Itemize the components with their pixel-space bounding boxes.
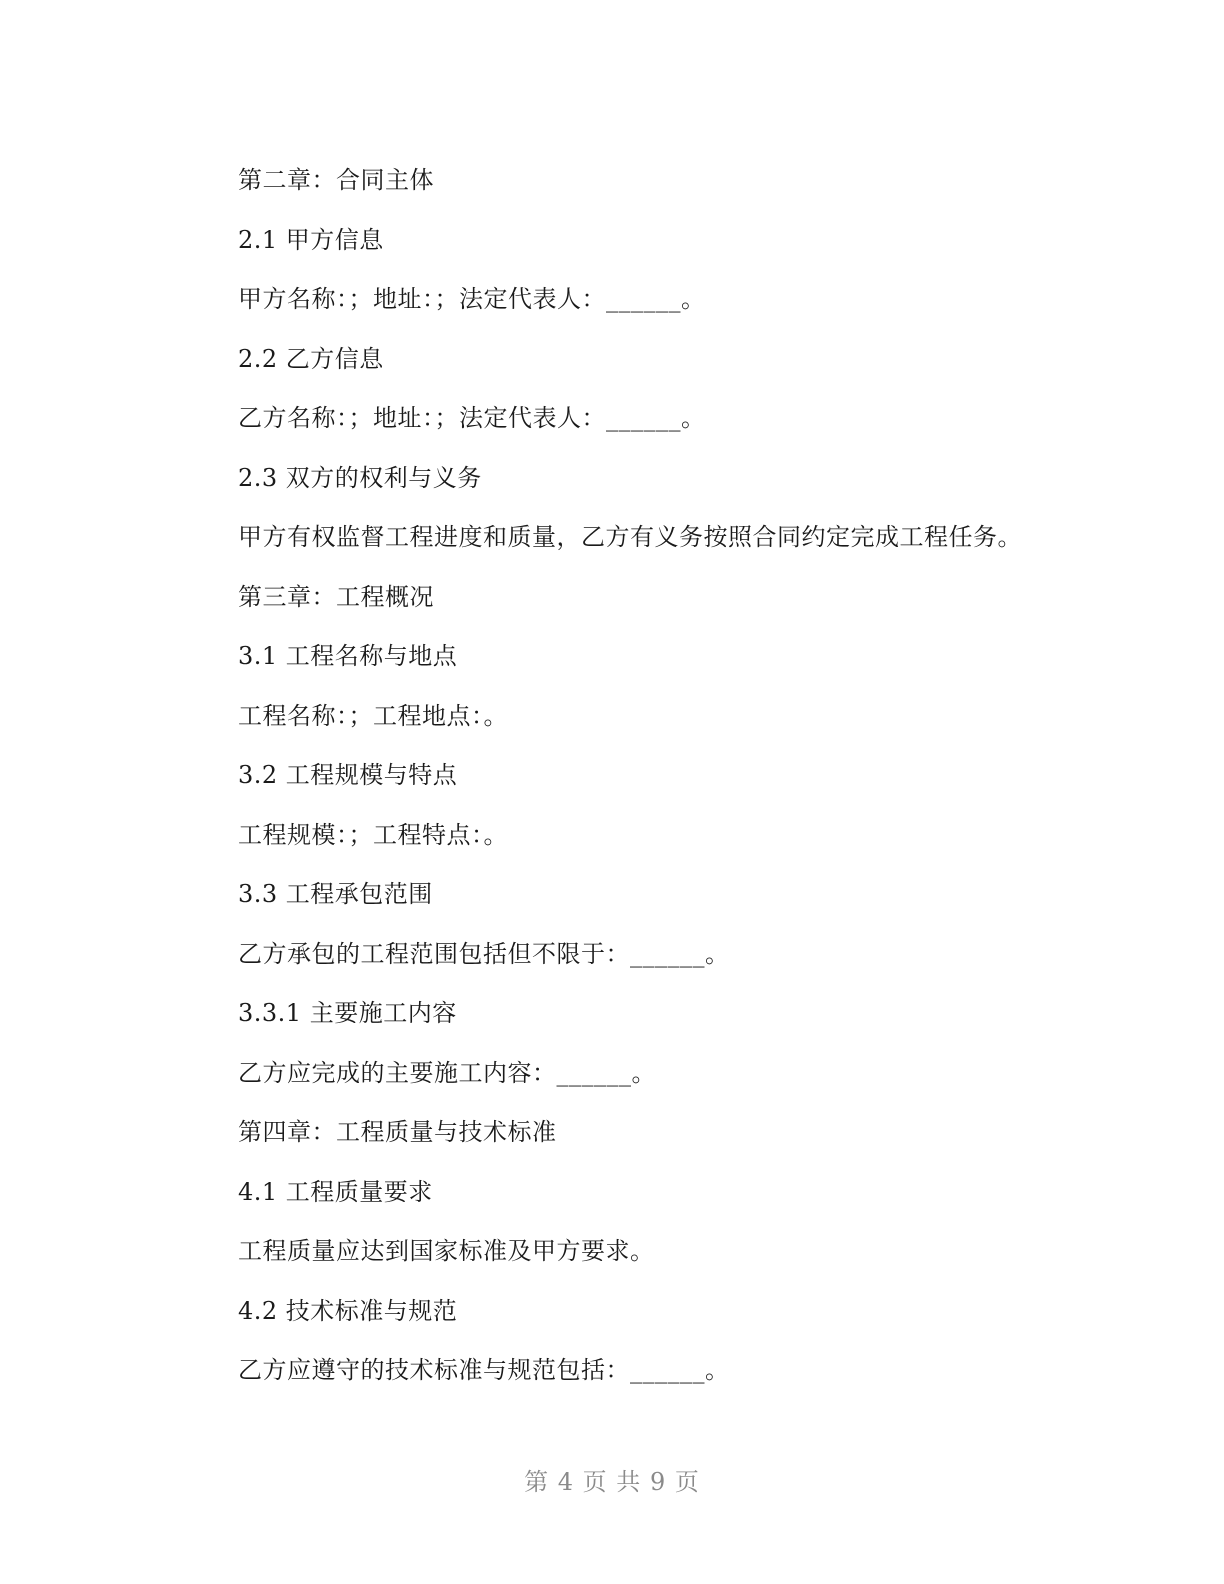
section-heading: 3.2 工程规模与特点 [238, 761, 458, 789]
chapter-heading: 第四章：工程质量与技术标准 [238, 1118, 557, 1146]
paragraph: 甲方有权监督工程进度和质量，乙方有义务按照合同约定完成工程任务。 [238, 523, 1022, 551]
section-heading: 2.1 甲方信息 [238, 225, 384, 254]
section-heading: 2.3 双方的权利与义务 [238, 463, 482, 492]
document-body [238, 160, 1022, 1410]
section-heading: 2.2 乙方信息 [238, 344, 384, 373]
chapter-heading: 第三章：工程概况 [238, 582, 434, 611]
page-number-footer: 第 4 页 共 9 页 [524, 1468, 700, 1496]
paragraph: 甲方名称：；地址：；法定代表人：______。 [238, 285, 706, 313]
section-heading: 4.2 技术标准与规范 [238, 1296, 458, 1325]
paragraph: 工程质量应达到国家标准及甲方要求。 [238, 1237, 655, 1265]
section-heading: 4.1 工程质量要求 [238, 1177, 433, 1206]
section-heading: 3.1 工程名称与地点 [238, 642, 458, 670]
subsection-heading: 3.3.1 主要施工内容 [238, 999, 457, 1027]
chapter-heading: 第二章：合同主体 [238, 166, 434, 194]
paragraph: 工程名称：；工程地点：。 [238, 701, 508, 730]
paragraph: 乙方应完成的主要施工内容：______。 [238, 1058, 656, 1087]
paragraph: 乙方名称：；地址：；法定代表人：______。 [238, 404, 706, 432]
paragraph: 工程规模：；工程特点：。 [238, 820, 508, 849]
section-heading: 3.3 工程承包范围 [238, 880, 433, 908]
paragraph: 乙方承包的工程范围包括但不限于：______。 [238, 939, 730, 968]
paragraph: 乙方应遵守的技术标准与规范包括：______。 [238, 1356, 730, 1384]
